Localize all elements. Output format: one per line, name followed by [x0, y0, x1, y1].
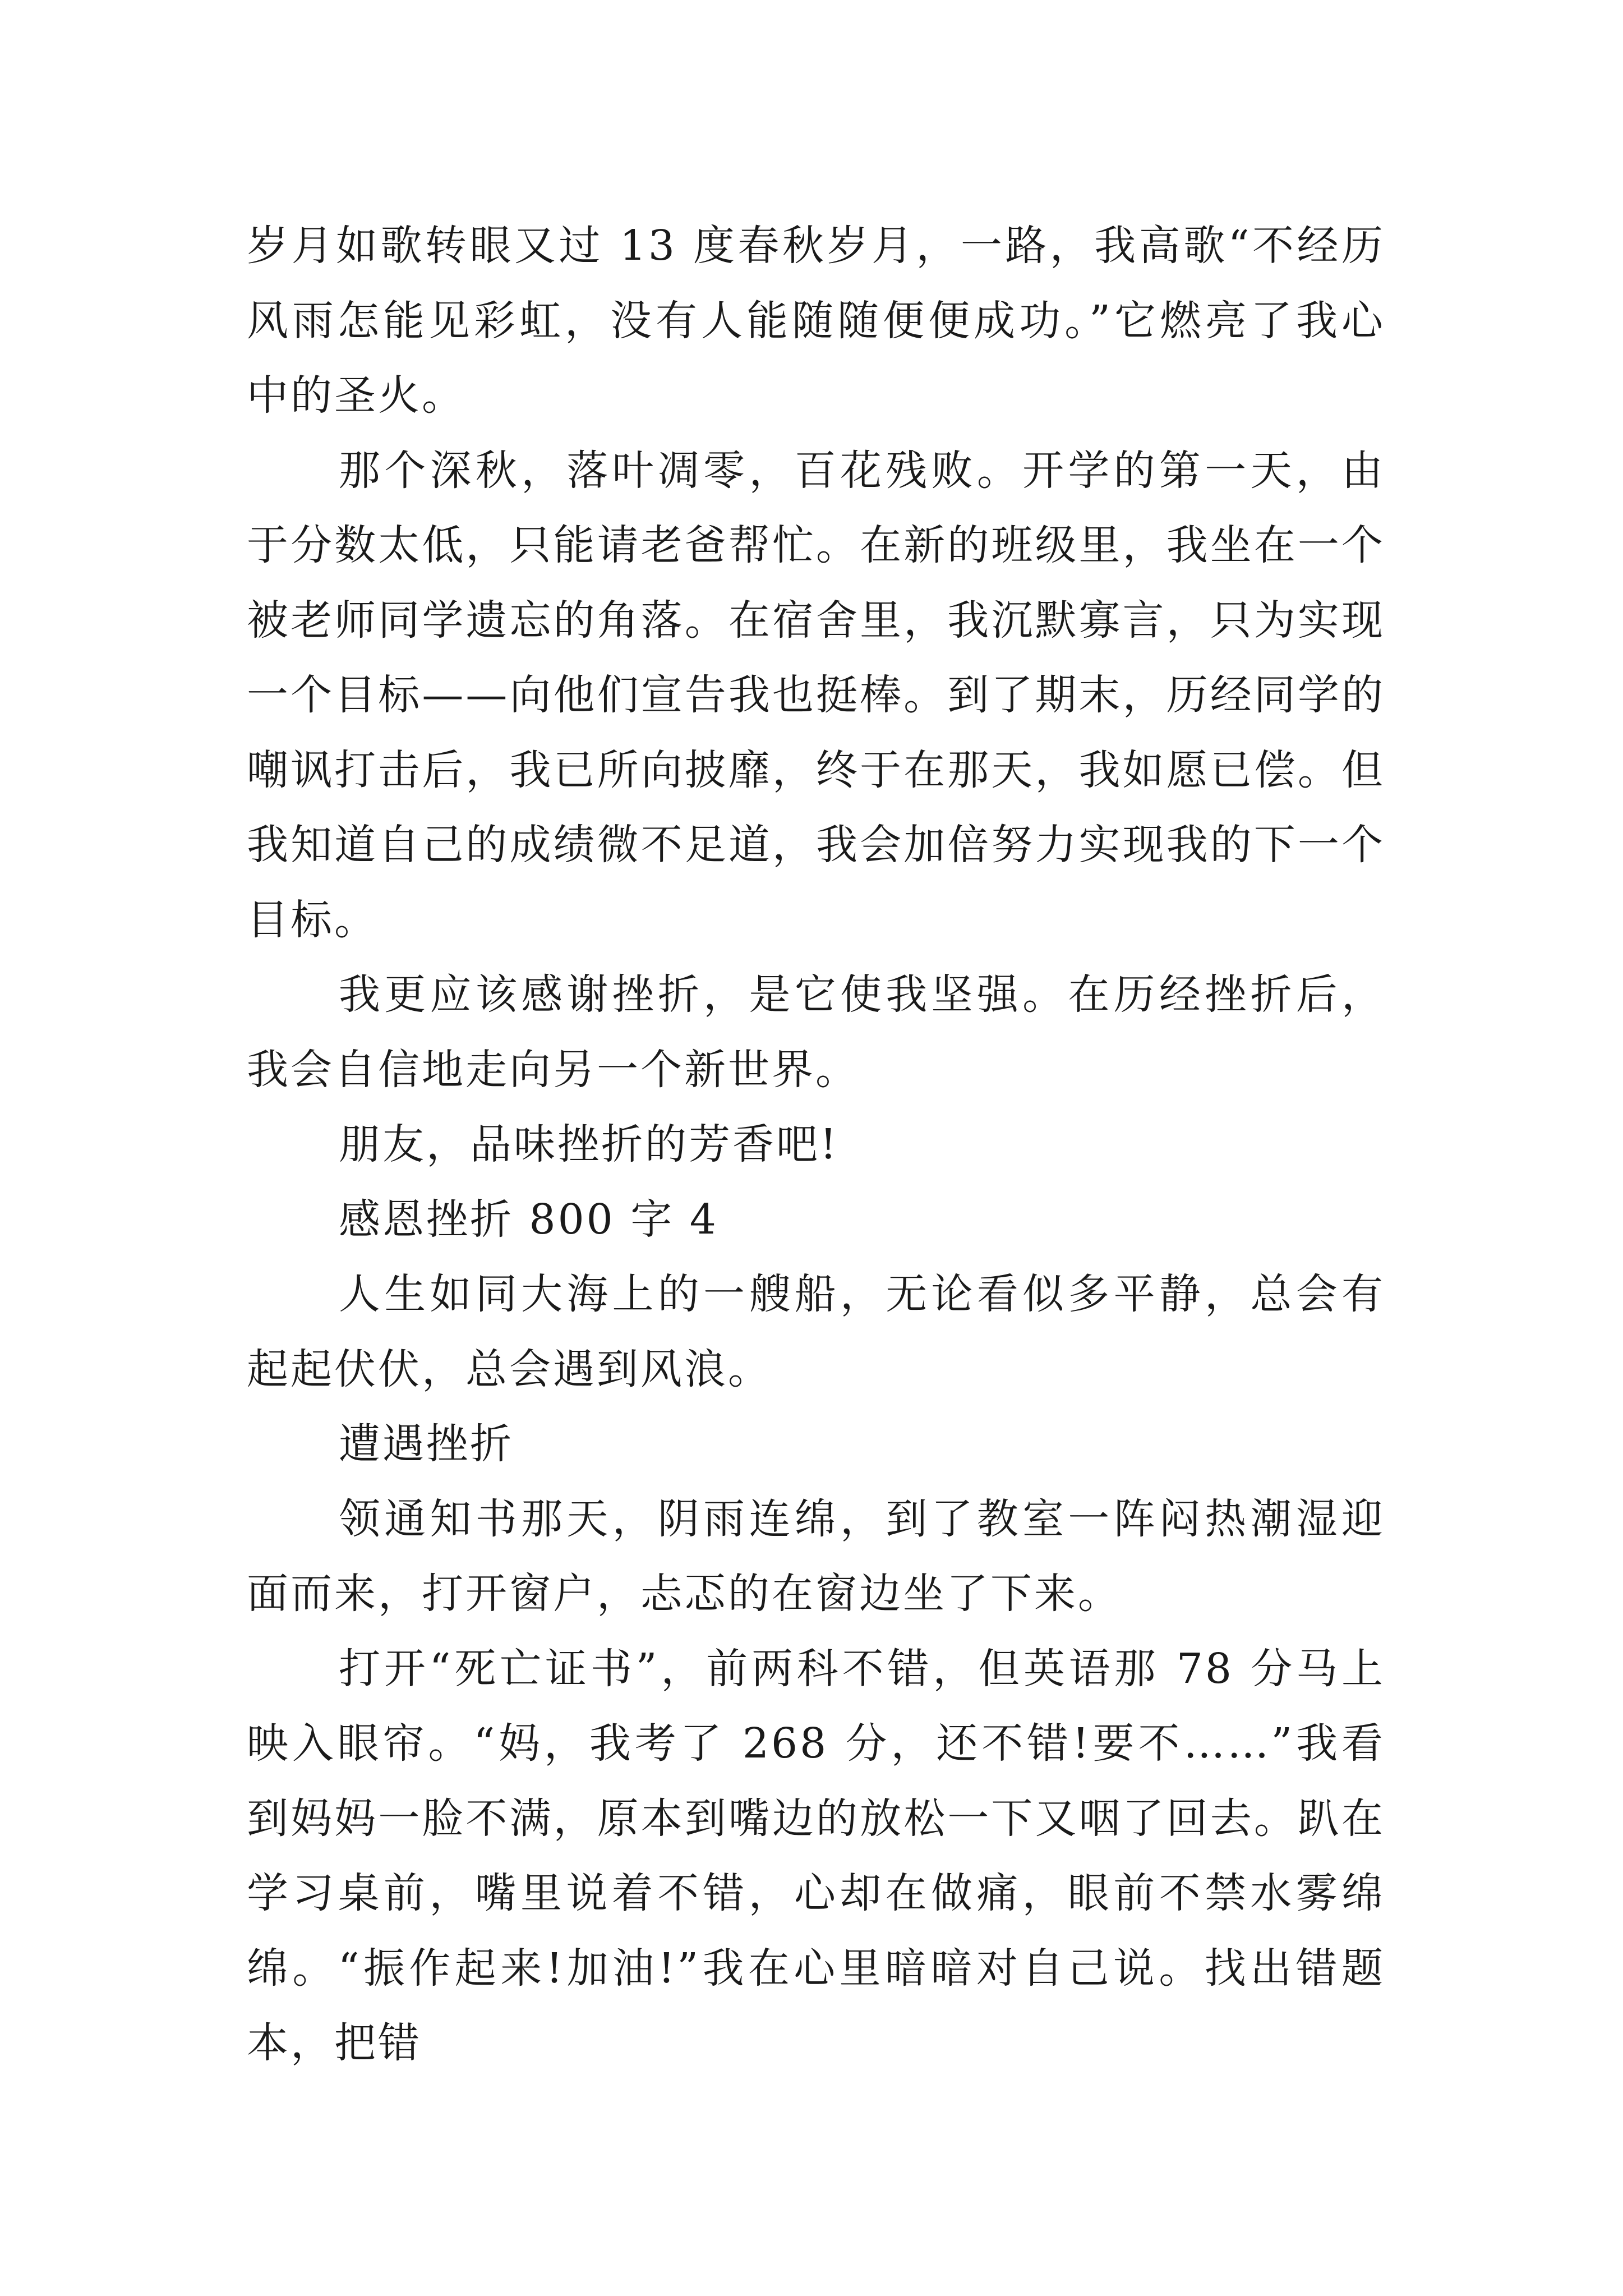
paragraph: 人生如同大海上的一艘船，无论看似多平静，总会有起起伏伏，总会遇到风浪。 — [247, 1270, 1385, 1393]
paragraph: 岁月如歌转眼又过 13 度春秋岁月，一路，我高歌“不经历风雨怎能见彩虹，没有人能随随便便成功。”它燃亮了我心中的圣火。 — [247, 222, 1385, 420]
paragraph: 那个深秋，落叶凋零，百花残败。开学的第一天，由于分数太低，只能请老爸帮忙。在新的班级里，我坐在一个被老师同学遗忘的角落。在宿舍里，我沉默寡言，只为实现一个目标——向他们宣告我也挺棒。到了期末，历经同学的嘲讽打击后，我已所向披靡，终于在那天，我如愿已偿。但我知道自己的成绩微不足道，我会加倍努力实现我的下一个目标。 — [247, 446, 1385, 944]
subheading: 遭遇挫折 — [339, 1420, 514, 1468]
paragraph: 领通知书那天，阴雨连绵，到了教室一阵闷热潮湿迎面而来，打开窗户，忐忑的在窗边坐了下来。 — [247, 1494, 1385, 1618]
paragraph: 朋友，品味挫折的芳香吧! — [339, 1120, 839, 1168]
document-body — [247, 209, 1385, 2081]
paragraph: 打开“死亡证书”，前两科不错，但英语那 78 分马上映入眼帘。“妈，我考了 268 分，还不错!要不……”我看到妈妈一脸不满，原本到嘴边的放松一下又咽了回去。趴在学习桌前，嘴里说着不错，心却在做痛，眼前不禁水雾绵绵。“振作起来!加油!”我在心里暗暗对自己说。找出错题本，把错 — [247, 1644, 1385, 2067]
section-heading: 感恩挫折 800 字 4 — [339, 1195, 718, 1244]
paragraph: 我更应该感谢挫折，是它使我坚强。在历经挫折后，我会自信地走向另一个新世界。 — [247, 970, 1385, 1094]
